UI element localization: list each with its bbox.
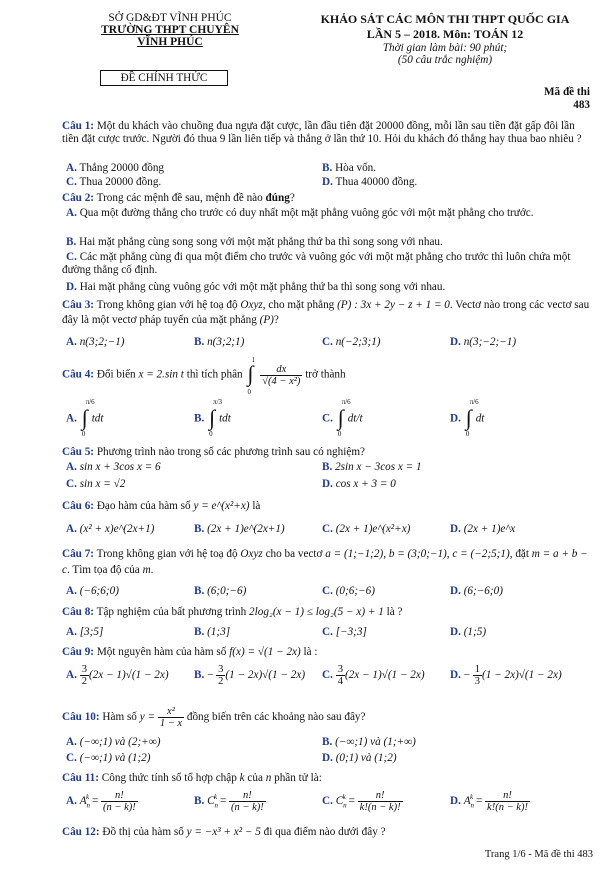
option-letter: A. <box>66 162 77 174</box>
combinatorics-symbol: C <box>335 795 344 808</box>
option-3d[interactable] <box>450 336 516 348</box>
integrand-den: √(4 − x²) <box>262 375 301 387</box>
option-9b[interactable]: B. − $\frac{3}{2}$ (1 − 2x)√(1 − 2x) <box>194 664 306 687</box>
exam-count: (50 câu trắc nghiệm) <box>397 54 493 66</box>
math-oxyz: Oxyz <box>240 548 263 560</box>
question-label: Câu 9: <box>62 646 95 658</box>
coef-den: 3 <box>474 676 481 687</box>
question-7 <box>62 546 594 578</box>
option-2d[interactable] <box>62 281 594 294</box>
page-footer: Trang 1/6 - Mã đề thi 483 <box>484 849 593 860</box>
question-text: Đạo hàm của hàm số <box>96 500 194 512</box>
option-text: (1 − 2x)√(1 − 2x) <box>482 669 562 682</box>
option-text: n(3;2;−1) <box>79 336 125 348</box>
question-text-end: ? <box>289 192 295 204</box>
exam-title: KHẢO SÁT CÁC MÔN THI THPT QUỐC GIA <box>320 12 570 26</box>
option-text: (6;−6;0) <box>463 585 503 597</box>
option-letter: B. <box>194 412 205 425</box>
math-vector-m: m <box>142 564 151 576</box>
question-label: Câu 11: <box>62 772 99 784</box>
integral-lower: 0 <box>81 430 86 438</box>
option-text: (x² + x)e^(2x+1) <box>79 523 155 535</box>
question-text: Phương trình nào trong số các phương trình sau có nghiệm? <box>96 446 365 458</box>
option-letter: D. <box>450 336 461 348</box>
option-letter: A. <box>66 626 77 638</box>
coef-num: 3 <box>81 664 87 675</box>
option-2c[interactable] <box>62 251 594 278</box>
formula-num: n! <box>229 790 266 802</box>
formula-den: k!(n − k)! <box>359 802 401 813</box>
school-name-2: VĨNH PHÚC <box>137 36 203 48</box>
option-text: n(3;−2;−1) <box>463 336 517 348</box>
question-label: Câu 12: <box>62 826 100 838</box>
coef-fraction <box>336 664 345 687</box>
function-fraction <box>158 706 184 729</box>
integral-upper: π/6 <box>341 398 351 406</box>
option-text: Qua một đường thẳng cho trước có duy nhất một mặt phẳng vuông góc với một mặt phẳng cho trước. <box>79 207 534 219</box>
option-text: Hai mặt phẳng cùng vuông góc với một mặt phẳng thứ ba thì song song với nhau. <box>79 281 446 293</box>
func-den: 1 − x <box>159 718 183 729</box>
option-letter: C. <box>322 795 333 808</box>
option-letter: A. <box>66 669 77 682</box>
option-text: (−∞;1) và (2;+∞) <box>79 736 161 748</box>
option-6a[interactable] <box>66 523 154 535</box>
option-text: [3;5] <box>79 626 104 638</box>
question-text: Đổi biến <box>96 368 139 381</box>
option-text: Hòa vốn. <box>335 162 377 174</box>
option-8b[interactable] <box>194 626 230 638</box>
question-5 <box>62 446 594 459</box>
option-text: n(−2;3;1) <box>335 336 381 348</box>
option-letter: D. <box>322 752 333 764</box>
option-9d[interactable]: D. − $\frac{1}{3}$ (1 − 2x)√(1 − 2x) <box>450 664 562 687</box>
integral-sign: π/3 ∫ 0 <box>209 398 223 438</box>
option-10c[interactable] <box>66 752 151 764</box>
combinatorics-symbol: C <box>207 795 215 808</box>
option-4d[interactable] <box>450 398 485 438</box>
option-letter: A. <box>66 412 77 425</box>
option-7c[interactable] <box>322 585 375 597</box>
option-11a[interactable]: A. $A_n^k$ = $\frac{n!}{(n - k)!}$ <box>66 790 136 813</box>
math-function: f(x) = √(1 − 2x) <box>229 646 301 658</box>
option-7b[interactable] <box>194 585 246 597</box>
option-11d[interactable]: D. $A_n^k$ = $\frac{n!}{k!(n - k)!}$ <box>450 790 528 813</box>
option-11c[interactable]: C. $C_n^k$ = $\frac{n!}{k!(n - k)!}$ <box>322 790 401 813</box>
coef-fraction <box>80 664 89 687</box>
option-text: (2x − 1)√(1 − 2x) <box>344 669 425 682</box>
math-substitution: x = 2.sin t <box>138 368 184 381</box>
question-text: , cho mặt phẳng <box>262 299 338 311</box>
question-text: . <box>150 564 154 576</box>
question-text: trở thành <box>305 368 346 381</box>
option-text: [−3;3] <box>335 626 367 638</box>
option-9a[interactable] <box>66 664 169 687</box>
math-k: k <box>239 772 245 784</box>
integral-sign: π/6 ∫ 0 <box>337 398 351 438</box>
question-12 <box>62 826 594 839</box>
option-text: (2x − 1)√(1 − 2x) <box>88 669 169 682</box>
coef-den: 2 <box>81 676 87 687</box>
integral-lower: 0 <box>209 430 213 438</box>
integral-lower: 0 <box>247 388 251 396</box>
question-text: , đặt <box>509 548 532 560</box>
integral-sign: π/6 ∫ 0 <box>465 398 479 438</box>
department: SỞ GD&ĐT VĨNH PHÚC <box>108 12 232 24</box>
question-label: Câu 1: <box>62 120 95 132</box>
question-2 <box>62 192 594 205</box>
option-letter: D. <box>450 626 461 638</box>
exam-code: 483 <box>573 99 590 111</box>
option-1d[interactable] <box>322 176 417 188</box>
option-text: (2x + 1)e^(x²+x) <box>335 523 411 535</box>
question-9 <box>62 646 594 659</box>
question-10: Câu 10: Hàm số y = $\frac{\text{x²}}{1 - x}$ đồng biến trên các khoảng nào sau đây? <box>62 706 366 729</box>
option-text: (0;6;−6) <box>335 585 375 597</box>
option-text: Thắng 20000 đồng <box>79 162 165 174</box>
formula-fraction <box>229 790 266 813</box>
option-letter: C. <box>322 669 333 682</box>
option-letter: C. <box>66 752 77 764</box>
option-letter: D. <box>450 795 461 808</box>
option-letter: B. <box>66 236 77 248</box>
question-4 <box>62 358 594 394</box>
option-letter: D. <box>66 281 77 293</box>
formula-num: n! <box>101 790 138 802</box>
option-letter: B. <box>322 736 333 748</box>
option-letter: B. <box>322 162 333 174</box>
question-text: ? <box>273 314 279 326</box>
question-label: Câu 7: <box>62 548 95 560</box>
option-10b[interactable] <box>322 736 416 748</box>
formula-num: n! <box>485 790 530 802</box>
question-text: Tập nghiệm của bất phương trình <box>96 606 250 618</box>
option-letter: A. <box>66 585 77 597</box>
question-text: là <box>249 500 261 512</box>
question-label: Câu 4: <box>62 368 95 381</box>
formula-fraction <box>485 790 530 813</box>
option-5c[interactable] <box>66 478 125 490</box>
header-right <box>300 12 590 66</box>
question-text: Trong không gian với hệ toạ độ <box>96 299 241 311</box>
option-8d[interactable] <box>450 626 486 638</box>
question-text: Công thức tính số tổ hợp chập <box>101 772 240 784</box>
question-text: Đồ thị của hàm số <box>102 826 187 838</box>
option-letter: B. <box>194 523 205 535</box>
question-text: Trong các mệnh đề sau, mệnh đề nào <box>96 192 266 204</box>
integral-upper: π/6 <box>469 398 479 406</box>
question-label: Câu 5: <box>62 446 95 458</box>
math-oxyz: Oxyz <box>240 299 263 311</box>
option-letter: B. <box>194 669 205 682</box>
math-function: y = e^(x²+x) <box>193 500 250 512</box>
option-1c[interactable] <box>66 176 161 188</box>
option-letter: B. <box>322 461 333 473</box>
formula-den: (n − k)! <box>231 802 264 813</box>
option-text: (−∞;1) và (1;+∞) <box>335 736 416 748</box>
option-text: 2sin x − 3cos x = 1 <box>335 461 422 473</box>
question-label: Câu 3: <box>62 299 95 311</box>
coef-num: 3 <box>218 664 224 675</box>
option-4b[interactable] <box>194 398 231 438</box>
integral-upper: π/3 <box>213 398 223 406</box>
option-letter: C. <box>322 626 333 638</box>
option-letter: B. <box>194 626 205 638</box>
option-4c[interactable] <box>322 398 363 438</box>
option-letter: B. <box>194 795 205 808</box>
option-text: Thua 20000 đồng. <box>79 176 162 188</box>
option-text: sin x = √2 <box>79 478 126 490</box>
exam-code-label: Mã đề thi <box>544 86 590 98</box>
coef-num: 3 <box>337 664 343 675</box>
option-text: dt <box>475 412 485 425</box>
option-text: Các mặt phẳng cùng đi qua một điểm cho trước và vuông góc với một mặt phẳng cho trước thì luôn chứa một đường thẳng cố định. <box>62 251 571 277</box>
question-text: thì tích phân <box>183 368 246 381</box>
question-text: là ? <box>383 606 403 618</box>
question-3 <box>62 298 594 328</box>
option-text: (1;3] <box>207 626 231 638</box>
question-text: Một nguyên hàm của hàm số <box>96 646 230 658</box>
option-3b[interactable] <box>194 336 244 348</box>
question-text: phần tử là: <box>271 772 322 784</box>
question-text: Hàm số <box>102 711 140 724</box>
school-name-1: TRƯỜNG THPT CHUYÊN <box>101 24 239 36</box>
question-6 <box>62 500 594 513</box>
exam-time: Thời gian làm bài: 90 phút; <box>382 42 508 54</box>
question-label: Câu 8: <box>62 606 95 618</box>
option-letter: B. <box>194 336 205 348</box>
option-text: Thua 40000 đồng. <box>335 176 418 188</box>
option-letter: A. <box>66 523 77 535</box>
question-label: Câu 2: <box>62 192 95 204</box>
question-1 <box>62 120 594 147</box>
option-letter: A. <box>66 336 77 348</box>
option-letter: D. <box>450 523 461 535</box>
option-text: (6;0;−6) <box>207 585 247 597</box>
question-text: là : <box>300 646 318 658</box>
formula-fraction <box>358 790 403 813</box>
question-text: của <box>244 772 266 784</box>
option-1a[interactable] <box>66 162 164 174</box>
option-text: (2x + 1)e^x <box>463 523 516 535</box>
option-text: (0;1) và (1;2) <box>335 752 397 764</box>
option-7d[interactable] <box>450 585 503 597</box>
option-10d[interactable] <box>322 752 397 764</box>
option-text: dt/t <box>347 412 363 425</box>
combinatorics-symbol: A <box>463 795 471 808</box>
formula-den: k!(n − k)! <box>487 802 528 813</box>
integral-lower: 0 <box>465 430 470 438</box>
option-letter: D. <box>450 412 461 425</box>
option-letter: C. <box>322 412 333 425</box>
question-8 <box>62 606 594 619</box>
integral-sign: π/6 ∫ 0 <box>81 398 95 438</box>
integral-lower: 0 <box>337 430 342 438</box>
option-3a[interactable] <box>66 336 125 348</box>
math-vectors: a = (1;−1;2), b = (3;0;−1), c = (−2;5;1) <box>325 548 510 560</box>
option-text: n(3;2;1) <box>207 336 245 348</box>
option-text: Hai mặt phẳng cùng song song với một mặt phẳng thứ ba thì song song với nhau. <box>79 236 443 248</box>
option-letter: A. <box>66 736 77 748</box>
option-6c[interactable] <box>322 523 410 535</box>
formula-num: n! <box>358 790 403 802</box>
option-text: tdt <box>219 412 231 425</box>
option-letter: D. <box>450 669 461 682</box>
option-letter: D. <box>322 478 333 490</box>
coef-fraction <box>473 664 482 687</box>
math-inequality: 2log₂(x − 1) ≤ log₂(5 − x) + 1 <box>249 606 384 618</box>
option-9c[interactable] <box>322 664 425 687</box>
question-text: đồng biến trên các khoảng nào sau đây? <box>186 711 366 724</box>
integral-sign: 1 ∫ 0 <box>245 358 257 392</box>
integrand <box>260 364 302 387</box>
option-5d[interactable] <box>322 478 396 490</box>
option-letter: C. <box>322 585 333 597</box>
formula-den: (n − k)! <box>103 802 136 813</box>
question-text: Một du khách vào chuồng đua ngựa đặt cược, lần đầu tiên đặt 20000 đồng, mỗi lần sau tiền đặt gấp đôi lần tiền đặt cược trước. Người đó thua 9 lần liên tiếp và thắng ở lần thứ 10. Hỏi du khách đó thắng hay thua bao nhiêu ? <box>62 120 582 146</box>
option-letter: C. <box>66 176 77 188</box>
header-left <box>70 12 270 48</box>
question-text: đi qua điểm nào dưới đây ? <box>260 826 386 838</box>
coef-num: 1 <box>474 664 481 675</box>
option-text: sin x + 3cos x = 6 <box>79 461 161 473</box>
option-letter: C. <box>322 336 333 348</box>
integral-upper: π/6 <box>85 398 95 406</box>
option-text: tdt <box>91 412 104 425</box>
coef-den: 2 <box>218 676 224 687</box>
option-7a[interactable] <box>66 585 119 597</box>
integrand-num: dx <box>260 364 302 376</box>
option-2a[interactable] <box>62 207 594 220</box>
coef-den: 4 <box>337 676 343 687</box>
option-letter: D. <box>450 585 461 597</box>
official-stamp: ĐỀ CHÍNH THỨC <box>100 70 228 86</box>
option-6b[interactable] <box>194 523 285 535</box>
exam-subtitle: LẦN 5 – 2018. Môn: TOÁN 12 <box>366 27 524 41</box>
option-3c[interactable] <box>322 336 381 348</box>
option-text: (1;5) <box>463 626 487 638</box>
question-text-bold: đúng <box>265 192 290 204</box>
math-n: n <box>265 772 272 784</box>
option-letter: B. <box>194 585 205 597</box>
option-text: (1 − 2x)√(1 − 2x) <box>225 669 306 682</box>
math-plane: (P) : 3x + 2y − z + 1 = 0 <box>337 299 450 311</box>
formula-fraction <box>101 790 138 813</box>
integral-upper: 1 <box>251 356 255 364</box>
question-label: Câu 10: <box>62 711 100 724</box>
option-letter: C. <box>66 251 77 263</box>
func-num: x² <box>158 706 184 718</box>
combinatorics-symbol: A <box>79 795 87 808</box>
option-text: (−∞;1) và (1;2) <box>79 752 151 764</box>
question-text: cho ba vectơ <box>262 548 326 560</box>
option-2b[interactable] <box>62 236 594 249</box>
option-letter: D. <box>322 176 333 188</box>
question-label: Câu 6: <box>62 500 95 512</box>
math-function: y = −x³ + x² − 5 <box>186 826 261 838</box>
option-letter: A. <box>66 207 77 219</box>
question-text: Trong không gian với hệ toạ độ <box>96 548 241 560</box>
option-text: (−6;6;0) <box>79 585 119 597</box>
option-letter: A. <box>66 461 77 473</box>
option-letter: C. <box>322 523 333 535</box>
option-6d[interactable] <box>450 523 515 535</box>
option-8c[interactable] <box>322 626 367 638</box>
option-letter: A. <box>66 795 77 808</box>
question-11 <box>62 772 594 785</box>
option-letter: C. <box>66 478 77 490</box>
option-5a[interactable] <box>66 461 161 473</box>
option-11b[interactable]: B. $C_n^k$ = $\frac{n!}{(n - k)!}$ <box>194 790 264 813</box>
option-4a[interactable] <box>66 398 104 438</box>
question-text: . Tìm tọa độ của <box>66 564 143 576</box>
option-8a[interactable] <box>66 626 103 638</box>
option-text: cos x + 3 = 0 <box>335 478 396 490</box>
option-10a[interactable] <box>66 736 160 748</box>
option-text: (2x + 1)e^(2x+1) <box>207 523 285 535</box>
option-1b[interactable] <box>322 162 376 174</box>
math-vector-m: m = a + b − c <box>62 548 588 576</box>
question-text: . Vectơ nào trong các vectơ sau đây là một vectơ pháp tuyến của mặt phẳng <box>62 299 590 326</box>
math-plane-name: (P) <box>259 314 274 326</box>
option-5b[interactable] <box>322 461 422 473</box>
